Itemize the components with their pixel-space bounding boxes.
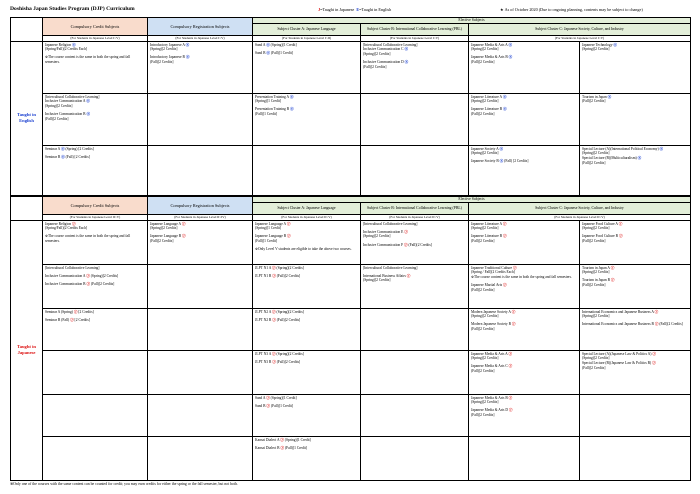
course-line: Special Lecture (A)(Japanese Law & Politics A) Ⓙ	[582, 351, 656, 356]
course-cell	[361, 220, 469, 264]
course-cell	[361, 93, 469, 145]
date-note: ★ As of October 2020 (Due to ongoing planning, contents may be subject to change)	[500, 7, 643, 12]
japanese-marker: Ⓙ	[652, 361, 656, 366]
course-line: ※The course content is the same in both the spring and fall semesters.	[45, 55, 131, 65]
japanese-marker: Ⓙ	[618, 221, 623, 226]
course-line: Japanese Religion Ⓔ	[45, 42, 76, 47]
japanese-marker: Ⓙ	[272, 351, 276, 356]
japanese-marker: Ⓙ	[272, 265, 276, 270]
course-line: Japanese Society A Ⓔ	[471, 146, 504, 151]
japanese-marker: Ⓙ	[502, 221, 507, 226]
course-line: Japanese Literature A Ⓙ	[471, 221, 507, 226]
course-line: Japanese Literature B Ⓔ	[471, 107, 507, 112]
header-compulsory-credit: Compulsory Credit Subjects	[43, 197, 148, 215]
course-cell	[580, 308, 691, 350]
japanese-marker: Ⓙ	[610, 278, 615, 283]
course-cell	[43, 41, 148, 93]
course-line: Japanese Technology Ⓔ	[582, 42, 618, 47]
course-line: (Fall)[1 Credit]	[255, 239, 278, 244]
course-line: Special Lecture (B)(Multiculturalism) Ⓔ	[582, 156, 642, 161]
course-line: JLPT N1 A Ⓙ (Spring)[2 Credits]	[255, 265, 304, 270]
header-cluster-a: Subject Cluster A: Japanese Language	[253, 24, 361, 36]
course-line: (Fall)[1 Credit]	[255, 112, 278, 117]
japanese-marker: Ⓙ	[73, 309, 78, 314]
course-cell	[253, 394, 361, 436]
course-line: Sand B Ⓔ (Fall)[1 Credit]	[255, 50, 293, 55]
english-marker: Ⓔ	[499, 159, 504, 164]
japanese-marker: Ⓙ	[652, 351, 656, 356]
course-cell	[361, 394, 469, 436]
course-line: [Intercultural Collaborative Learning]	[45, 265, 100, 270]
course-line: (Fall)[2 Credits]	[150, 60, 174, 65]
course-cell	[469, 436, 580, 480]
japanese-marker: Ⓙ	[181, 221, 186, 226]
course-line: (Spring)[2 Credits]	[582, 314, 610, 319]
course-line: (Fall)[2 Credits]	[45, 117, 69, 122]
course-line: (Spring)[2 Credits]	[471, 400, 499, 405]
course-line: Sand B Ⓙ (Fall)[1 Credit]	[255, 403, 293, 408]
japanese-marker: Ⓙ	[272, 317, 276, 322]
course-line: Modern Japanese Society B Ⓙ	[471, 322, 516, 327]
course-cell	[43, 308, 148, 350]
english-marker: Ⓔ	[404, 60, 409, 65]
course-cell	[469, 308, 580, 350]
course-cell	[469, 41, 580, 93]
course-line: Seminar A (Spring) Ⓙ [2 Credits]	[45, 309, 94, 314]
english-marker: Ⓔ	[613, 42, 618, 47]
course-line: [Intercultural Collaborative Learning]	[363, 42, 418, 47]
course-cell	[580, 145, 691, 195]
course-line: Japanese Food Culture B Ⓙ	[582, 234, 623, 239]
course-line: Presentation Training A Ⓔ	[255, 94, 294, 99]
english-marker: Ⓔ	[637, 156, 642, 161]
english-marker: Ⓔ	[266, 42, 270, 47]
level-note: (For Students in Japanese Level I~V)	[361, 36, 469, 41]
english-marker: Ⓔ	[289, 94, 294, 99]
course-cell	[361, 436, 469, 480]
table-row	[11, 350, 691, 394]
table-row	[11, 394, 691, 436]
course-line: Japanese Traditional Culture Ⓙ	[471, 265, 517, 270]
course-cell	[148, 350, 253, 394]
course-line: Inclusive Communication A Ⓔ	[45, 99, 90, 104]
course-line: JLPT N2 A Ⓙ (Spring)[2 Credits]	[255, 309, 304, 314]
table-row	[11, 145, 691, 195]
course-line: Japanese Religion Ⓙ	[45, 221, 76, 226]
japanese-marker: Ⓙ	[86, 281, 91, 286]
course-cell	[253, 93, 361, 145]
course-line: (Spring)[2 Credits]	[471, 314, 499, 319]
course-line: International Business Affairs Ⓙ	[363, 273, 411, 278]
table-row	[11, 41, 691, 93]
course-line: (Spring/Fall)[2 Credits Each]	[45, 226, 88, 231]
japanese-marker: Ⓙ	[266, 403, 270, 408]
course-cell	[148, 220, 253, 264]
course-line: Inclusive Communication B Ⓔ	[45, 112, 91, 117]
japanese-marker: Ⓙ	[511, 322, 516, 327]
course-line: (Fall)[2 Credits]	[582, 239, 606, 244]
course-line: (Fall)[2 Credits]	[363, 65, 387, 70]
japanese-marker: Ⓙ	[280, 445, 285, 450]
course-line: [Intercultural Collaborative Learning]	[45, 94, 100, 99]
english-curriculum-table	[10, 17, 691, 196]
course-line: Japanese Media & Arts A Ⓙ	[471, 351, 513, 356]
course-cell	[148, 93, 253, 145]
english-marker: Ⓔ	[185, 55, 190, 60]
language-legend	[318, 7, 391, 12]
course-cell	[361, 145, 469, 195]
japanese-marker: Ⓙ	[272, 309, 276, 314]
course-line: (Spring)[2 Credits]	[45, 104, 73, 109]
level-note: (For Students in Japanese Level II~V)	[43, 215, 148, 220]
japanese-marker: Ⓙ	[610, 265, 615, 270]
course-line: Japanese Language A Ⓙ	[255, 221, 291, 226]
course-line: (Fall)[2 Credits]	[471, 327, 495, 332]
japanese-marker: Ⓙ	[503, 234, 507, 239]
header-compulsory-registration: Compulsory Registration Subjects	[148, 18, 253, 36]
japanese-marker: Ⓙ	[86, 273, 90, 278]
course-line: Japanese Literature A Ⓔ	[471, 94, 507, 99]
japanese-legend-text: =Taught in Japanese	[320, 7, 355, 12]
course-cell	[43, 220, 148, 264]
course-cell	[148, 308, 253, 350]
english-marker: E	[356, 7, 360, 12]
course-line: (Spring)[2 Credits]	[582, 47, 610, 52]
japanese-marker: Ⓙ	[511, 309, 516, 314]
course-cell	[253, 41, 361, 93]
japanese-marker: Ⓙ	[287, 234, 291, 239]
course-line: (Spring/Fall)[2 Credits Each]	[45, 47, 88, 52]
course-cell	[361, 350, 469, 394]
course-line: (Fall)[2 Credits]	[582, 366, 606, 371]
side-label-english: Taught in English	[11, 41, 43, 195]
course-line: Japanese Media & Arts B Ⓔ	[471, 55, 513, 60]
course-cell	[253, 308, 361, 350]
course-line: Sand A Ⓔ (Spring)[1 Credit]	[255, 42, 297, 47]
english-marker: Ⓔ	[290, 107, 294, 112]
course-line: Special Lecture (A)(International Political Economy) Ⓔ	[582, 146, 664, 151]
table-row	[11, 93, 691, 145]
table-row	[11, 308, 691, 350]
course-line: (Spring)[2 Credits]	[471, 226, 499, 231]
course-line: Modern Japanese Society A Ⓙ	[471, 309, 516, 314]
english-marker: Ⓔ	[86, 99, 90, 104]
course-line: (Fall)[2 Credits]	[150, 239, 174, 244]
course-line: Inclusive Communication D Ⓔ	[363, 60, 409, 65]
course-line: International Economics and Japanese Business B Ⓙ (Fall)[2 Credits]	[582, 322, 683, 327]
course-line: Japanese Language B Ⓙ	[150, 234, 186, 239]
course-line: JLPT N3 A Ⓙ (Spring)[2 Credits]	[255, 351, 304, 356]
english-marker: Ⓔ	[86, 112, 91, 117]
course-line: (Spring)[2 Credits]	[150, 226, 178, 231]
english-marker: Ⓔ	[659, 146, 664, 151]
english-marker: Ⓔ	[71, 42, 76, 47]
english-marker: Ⓔ	[502, 94, 507, 99]
japanese-marker: Ⓙ	[508, 351, 513, 356]
course-line: Japanese Language A Ⓙ	[150, 221, 186, 226]
course-line: (Fall)[2 Credits]	[582, 99, 606, 104]
course-cell	[469, 264, 580, 308]
course-cell	[43, 436, 148, 480]
course-cell	[469, 145, 580, 195]
course-line: Inclusive Communication E Ⓙ	[363, 229, 408, 234]
course-line: JLPT N1 B Ⓙ (Fall)[2 Credits]	[255, 273, 301, 278]
course-cell	[253, 264, 361, 308]
japanese-marker: Ⓙ	[406, 273, 411, 278]
course-line: (Fall)[2 Credits]	[471, 413, 495, 418]
course-line: (Spring)[2 Credits]	[582, 151, 610, 156]
course-line: Kansai Dialect A Ⓙ (Spring)[1 Credit]	[255, 437, 311, 442]
course-line: Sand A Ⓙ (Spring)[1 Credit]	[255, 395, 297, 400]
course-line: Inclusive Communication B Ⓙ (Fall)[2 Credits]	[45, 281, 115, 286]
course-line: (Spring)[2 Credits]	[471, 151, 499, 156]
course-cell	[580, 350, 691, 394]
page-title: Doshisha Japan Studies Program (DJP) Curriculum	[10, 6, 135, 12]
level-note: (For Students in Japanese Level II~V)	[361, 215, 469, 220]
course-cell	[580, 41, 691, 93]
course-line: Introductory Japanese A Ⓔ	[150, 42, 190, 47]
course-line: ※Only Level V students are eligible to take the above two courses.	[255, 247, 352, 252]
japanese-marker: Ⓙ	[266, 395, 270, 400]
course-line: (Spring)[2 Credits]	[471, 99, 499, 104]
course-line: (Fall)[2 Credits]	[582, 283, 606, 288]
header-cluster-b: Subject Cluster B: International Collaborative Learning (PBL)	[361, 203, 469, 215]
level-note: (For Students in Japanese Level II~V)	[469, 215, 691, 220]
japanese-marker: Ⓙ	[618, 234, 623, 239]
table-row	[11, 220, 691, 264]
header-elective: Elective Subjects	[253, 18, 691, 24]
course-line: Inclusive Communication A Ⓙ (Spring)[2 Credits]	[45, 273, 119, 278]
english-marker: Ⓔ	[60, 146, 65, 151]
level-note: (For Students in Japanese Level II~IV)	[148, 215, 253, 220]
course-cell	[43, 350, 148, 394]
course-line: (Fall)[2 Credits]	[582, 161, 606, 166]
course-cell	[43, 93, 148, 145]
course-line: International Economics and Japanese Business A Ⓙ	[582, 309, 659, 314]
japanese-marker: Ⓙ	[513, 265, 517, 270]
course-line: Special Lecture (B)(Japanese Law & Politics B) Ⓙ	[582, 361, 656, 366]
course-line: (Spring)[1 Credit]	[255, 99, 282, 104]
english-marker: Ⓔ	[185, 42, 190, 47]
course-cell	[43, 264, 148, 308]
course-cell	[469, 220, 580, 264]
course-cell	[361, 264, 469, 308]
japanese-marker: Ⓙ	[508, 395, 513, 400]
level-note: (For Students in Japanese Level I~V)	[43, 36, 148, 41]
course-line: (Spring)[2 Credits]	[363, 234, 391, 239]
course-cell	[361, 308, 469, 350]
course-cell	[148, 145, 253, 195]
level-note: (For Students in Japanese Level I~V)	[148, 36, 253, 41]
course-line: (Fall)[2 Credits]	[471, 369, 495, 374]
english-marker: Ⓔ	[499, 146, 504, 151]
course-line: (Fall)[2 Credits]	[471, 60, 495, 65]
course-line: (Spring)[2 Credits]	[582, 356, 610, 361]
course-line: Inclusive Communication C Ⓔ	[363, 47, 409, 52]
course-line: [Intercultural Collaborative Learning]	[363, 221, 418, 226]
course-line: (Spring / Fall)[2 Credits Each]	[471, 270, 515, 275]
course-cell	[253, 220, 361, 264]
course-cell	[43, 145, 148, 195]
course-line: Japanese Media & Arts A Ⓔ	[471, 42, 513, 47]
course-line: (Fall)[2 Credits]	[471, 239, 495, 244]
header-cluster-c: Subject Cluster C: Japanese Society, Culture, and Industry	[469, 203, 691, 215]
english-marker: Ⓔ	[508, 55, 513, 60]
course-line: (Spring)[2 Credits]	[471, 47, 499, 52]
course-cell	[469, 93, 580, 145]
course-line: JLPT N2 B Ⓙ (Fall)[2 Credits]	[255, 317, 301, 322]
japanese-marker: Ⓙ	[286, 221, 291, 226]
course-line: Inclusive Communication F Ⓙ (Fall)[2 Credits]	[363, 242, 432, 247]
course-line: JLPT N3 B Ⓙ (Fall)[2 Credits]	[255, 359, 301, 364]
english-marker: Ⓔ	[607, 94, 612, 99]
level-note: (For Students in Japanese Level I~V)	[469, 36, 691, 41]
course-line: Japanese Media & Arts D Ⓙ	[471, 408, 513, 413]
course-cell	[469, 350, 580, 394]
course-line: Japanese Society B Ⓔ (Fall) [2 Credits]	[471, 159, 529, 164]
course-line: Japanese Media & Arts B Ⓙ	[471, 395, 513, 400]
course-line: Japanese Language B Ⓙ	[255, 234, 291, 239]
japanese-marker: J	[318, 7, 321, 12]
course-cell	[580, 436, 691, 480]
header-cluster-a: Subject Cluster A: Japanese Language	[253, 203, 361, 215]
course-line: Japanese Martial Arts Ⓙ	[471, 283, 507, 288]
course-line: (Spring)[2 Credits]	[582, 270, 610, 275]
japanese-marker: Ⓙ	[182, 234, 186, 239]
course-cell	[253, 145, 361, 195]
course-cell	[148, 264, 253, 308]
japanese-marker: Ⓙ	[70, 317, 74, 322]
japanese-marker: Ⓙ	[508, 364, 513, 369]
japanese-marker: Ⓙ	[272, 359, 276, 364]
side-label-japanese: Taught in Japanese	[11, 220, 43, 480]
header-elective: Elective Subjects	[253, 197, 691, 203]
course-line: Tourism in Japan B Ⓙ	[582, 278, 615, 283]
course-line: (Spring)[2 Credits]	[363, 52, 391, 57]
course-cell	[43, 394, 148, 436]
course-line: Seminar B Ⓔ (Fall) [2 Credits]	[45, 154, 91, 159]
english-marker: Ⓔ	[61, 154, 65, 159]
japanese-marker: Ⓙ	[71, 221, 76, 226]
course-line: Introductory Japanese B Ⓔ	[150, 55, 190, 60]
course-line: (Fall)[2 Credits]	[471, 288, 495, 293]
course-line: Japanese Literature B Ⓙ	[471, 234, 507, 239]
course-line: ※The course content is the same in both the spring and fall semesters.	[471, 275, 572, 280]
japanese-marker: Ⓙ	[508, 408, 513, 413]
course-line: (Spring)[2 Credits]	[363, 278, 391, 283]
course-cell	[253, 350, 361, 394]
header-compulsory-registration: Compulsory Registration Subjects	[148, 197, 253, 215]
japanese-curriculum-table	[10, 196, 691, 481]
course-cell	[253, 436, 361, 480]
course-cell	[580, 93, 691, 145]
course-line: Presentation Training B Ⓔ	[255, 107, 294, 112]
course-line: (Spring)[2 Credits]	[582, 226, 610, 231]
course-line: Seminar B (Fall) Ⓙ [2 Credits]	[45, 317, 91, 322]
course-line: (Spring)[2 Credits]	[471, 356, 499, 361]
level-note: (For Students in Japanese Level I~II)	[253, 36, 361, 41]
english-marker: Ⓔ	[266, 50, 270, 55]
course-line: (Spring)[1 Credit]	[255, 226, 282, 231]
course-line: [Intercultural Collaborative Learning]	[363, 265, 418, 270]
course-cell	[148, 436, 253, 480]
course-cell	[580, 220, 691, 264]
course-cell	[148, 41, 253, 93]
course-line: Tourism in Japan A Ⓙ	[582, 265, 615, 270]
header-cluster-b: Subject Cluster B: International Collaborative Learning (PBL)	[361, 24, 469, 36]
course-line: Seminar A Ⓔ (Spring) [2 Credits]	[45, 146, 94, 151]
header-cluster-c: Subject Cluster C: Japanese Society, Culture, and Industry	[469, 24, 691, 36]
course-cell	[469, 394, 580, 436]
footnote: ※Only one of the courses with the same content can be counted for credit; you may earn credits for either the spring or the fall semester, but not both.	[10, 482, 238, 486]
course-cell	[580, 264, 691, 308]
corner-cell	[11, 18, 43, 42]
table-row	[11, 264, 691, 308]
japanese-marker: Ⓙ	[280, 437, 284, 442]
japanese-marker: Ⓙ	[654, 322, 659, 327]
english-marker: Ⓔ	[404, 47, 409, 52]
level-note: (For Students in Japanese Level II~V)	[253, 215, 361, 220]
japanese-marker: Ⓙ	[404, 242, 408, 247]
table-row	[11, 436, 691, 480]
english-marker: Ⓔ	[503, 107, 507, 112]
course-line: Japanese Media & Arts C Ⓙ	[471, 364, 513, 369]
course-line: ※The course content is the same in both the spring and fall semesters.	[45, 234, 131, 244]
japanese-marker: Ⓙ	[654, 309, 659, 314]
english-marker: Ⓔ	[508, 42, 513, 47]
japanese-marker: Ⓙ	[503, 283, 507, 288]
course-line: Kansai Dialect B Ⓙ (Fall)[1 Credit]	[255, 445, 308, 450]
english-legend-text: =Taught in English	[359, 7, 392, 12]
course-cell	[580, 394, 691, 436]
course-cell	[361, 41, 469, 93]
header-compulsory-credit: Compulsory Credit Subjects	[43, 18, 148, 36]
corner-cell	[11, 197, 43, 221]
japanese-marker: Ⓙ	[404, 229, 408, 234]
course-cell	[148, 394, 253, 436]
course-line: Tourism in Japan Ⓔ	[582, 94, 612, 99]
course-line: (Spring)[2 Credits]	[150, 47, 178, 52]
course-line: (Fall)[2 Credits]	[471, 112, 495, 117]
course-line: Japanese Food Culture A Ⓙ	[582, 221, 623, 226]
japanese-marker: Ⓙ	[272, 273, 276, 278]
